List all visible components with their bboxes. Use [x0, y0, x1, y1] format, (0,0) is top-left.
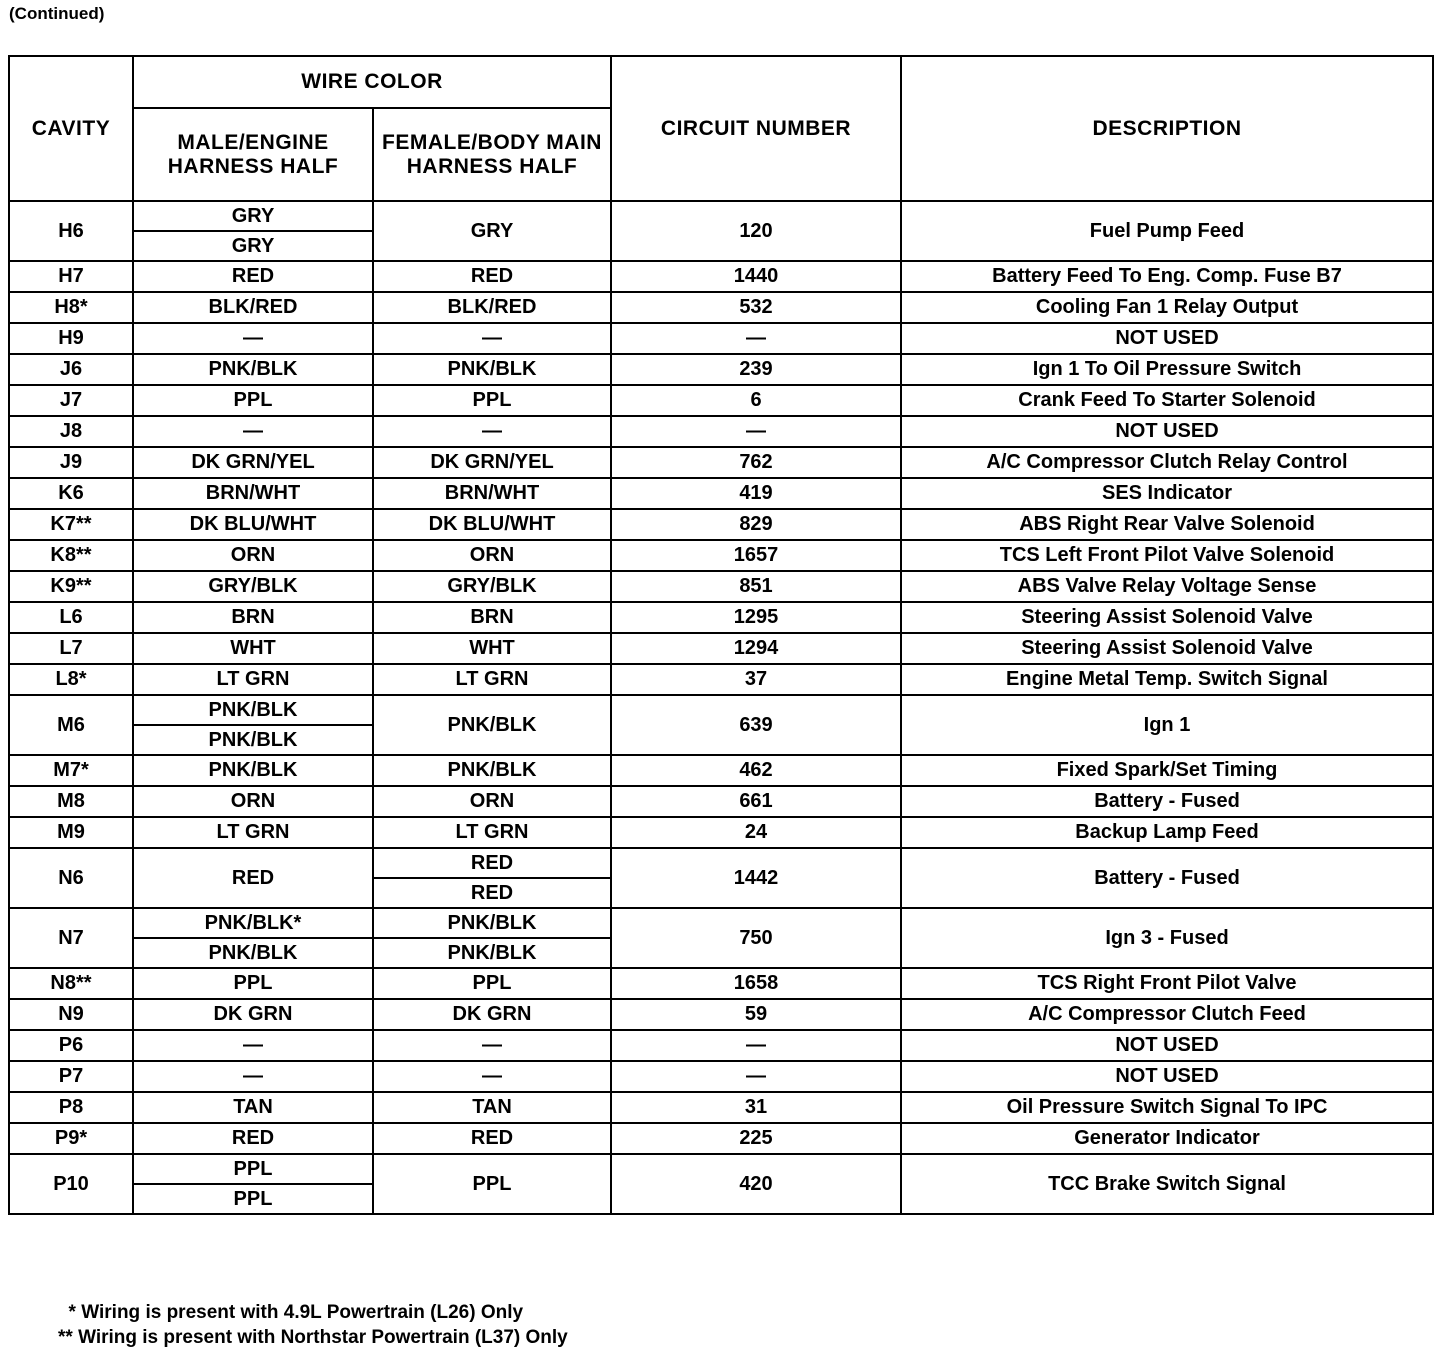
female-wire-cell: PPL [373, 968, 611, 999]
description-cell: Fixed Spark/Set Timing [901, 755, 1433, 786]
male-wire-cell: PNK/BLK [133, 354, 373, 385]
description-cell: NOT USED [901, 1030, 1433, 1061]
continued-label: (Continued) [9, 4, 105, 23]
circuit-number-cell: 661 [611, 786, 901, 817]
table-row [9, 755, 1433, 786]
header-circuit-number: CIRCUIT NUMBER [611, 56, 901, 201]
circuit-number-cell: 750 [611, 908, 901, 968]
female-wire-cell: BRN [373, 602, 611, 633]
male-wire-cell: LT GRN [133, 817, 373, 848]
table-row [9, 999, 1433, 1030]
description-cell: Generator Indicator [901, 1123, 1433, 1154]
female-wire-cell: ORN [373, 786, 611, 817]
description-cell: Oil Pressure Switch Signal To IPC [901, 1092, 1433, 1123]
female-wire-cell [373, 848, 611, 908]
table-row [9, 664, 1433, 695]
description-cell: TCC Brake Switch Signal [901, 1154, 1433, 1214]
female-wire-cell: PPL [373, 1154, 611, 1214]
male-wire-cell: TAN [133, 1092, 373, 1123]
cavity-cell: N9 [9, 999, 133, 1030]
header-description: DESCRIPTION [901, 56, 1433, 201]
description-cell: Fuel Pump Feed [901, 201, 1433, 261]
circuit-number-cell: — [611, 1030, 901, 1061]
table-row [9, 1061, 1433, 1092]
female-wire-cell: TAN [373, 1092, 611, 1123]
female-wire-cell: DK GRN/YEL [373, 447, 611, 478]
male-wire-cell [133, 1154, 373, 1214]
description-cell: Steering Assist Solenoid Valve [901, 602, 1433, 633]
cavity-cell: P9* [9, 1123, 133, 1154]
female-wire-cell [373, 908, 611, 968]
wiring-table [8, 55, 1434, 1215]
circuit-number-cell: 225 [611, 1123, 901, 1154]
circuit-number-cell: 1658 [611, 968, 901, 999]
male-wire-cell: ORN [133, 540, 373, 571]
cavity-cell: K7** [9, 509, 133, 540]
circuit-number-cell: 59 [611, 999, 901, 1030]
description-cell: Battery Feed To Eng. Comp. Fuse B7 [901, 261, 1433, 292]
cavity-cell: H7 [9, 261, 133, 292]
male-wire-cell: DK GRN/YEL [133, 447, 373, 478]
cavity-cell: N7 [9, 908, 133, 968]
description-cell: Backup Lamp Feed [901, 817, 1433, 848]
description-cell: NOT USED [901, 1061, 1433, 1092]
table-row [9, 478, 1433, 509]
table-row [9, 695, 1433, 755]
cavity-cell: J7 [9, 385, 133, 416]
circuit-number-cell: 1657 [611, 540, 901, 571]
circuit-number-cell: 851 [611, 571, 901, 602]
male-wire-cell: DK GRN [133, 999, 373, 1030]
male-wire-cell: GRY/BLK [133, 571, 373, 602]
header-female-body-harness: FEMALE/BODY MAIN HARNESS HALF [373, 108, 611, 201]
cavity-cell: J8 [9, 416, 133, 447]
cavity-cell: H8* [9, 292, 133, 323]
female-wire-cell: GRY [373, 201, 611, 261]
table-row [9, 786, 1433, 817]
table-row [9, 201, 1433, 261]
male-wire-cell: DK BLU/WHT [133, 509, 373, 540]
male-wire-cell: — [133, 1030, 373, 1061]
cavity-cell: P8 [9, 1092, 133, 1123]
female-wire-cell: PNK/BLK [373, 695, 611, 755]
male-wire-color: PNK/BLK [208, 941, 298, 964]
female-wire-cell: DK GRN [373, 999, 611, 1030]
cavity-cell: H6 [9, 201, 133, 261]
description-cell: Cooling Fan 1 Relay Output [901, 292, 1433, 323]
female-wire-cell: RED [373, 261, 611, 292]
circuit-number-cell: 762 [611, 447, 901, 478]
female-wire-cell: WHT [373, 633, 611, 664]
cavity-cell: P10 [9, 1154, 133, 1214]
male-wire-cell: LT GRN [133, 664, 373, 695]
female-wire-color: RED [374, 849, 610, 879]
table-row [9, 1154, 1433, 1214]
table-row [9, 261, 1433, 292]
circuit-number-cell: 419 [611, 478, 901, 509]
description-cell: Steering Assist Solenoid Valve [901, 633, 1433, 664]
description-cell: TCS Left Front Pilot Valve Solenoid [901, 540, 1433, 571]
male-wire-cell: BRN/WHT [133, 478, 373, 509]
header-male-engine-harness: MALE/ENGINE HARNESS HALF [133, 108, 373, 201]
female-wire-cell: GRY/BLK [373, 571, 611, 602]
female-wire-cell: DK BLU/WHT [373, 509, 611, 540]
female-wire-cell: — [373, 416, 611, 447]
circuit-number-cell: 462 [611, 755, 901, 786]
table-row [9, 323, 1433, 354]
circuit-number-cell: 6 [611, 385, 901, 416]
female-wire-color: PNK/BLK [447, 941, 537, 964]
cavity-cell: M6 [9, 695, 133, 755]
circuit-number-cell: 24 [611, 817, 901, 848]
description-cell: Crank Feed To Starter Solenoid [901, 385, 1433, 416]
table-row [9, 1123, 1433, 1154]
table-row [9, 817, 1433, 848]
cavity-cell: H9 [9, 323, 133, 354]
description-cell: Ign 1 [901, 695, 1433, 755]
male-wire-cell: — [133, 416, 373, 447]
female-wire-cell: LT GRN [373, 817, 611, 848]
footnote-single-star: * Wiring is present with 4.9L Powertrain (L26) Only [58, 1302, 524, 1323]
description-cell: Engine Metal Temp. Switch Signal [901, 664, 1433, 695]
description-cell: Battery - Fused [901, 786, 1433, 817]
cavity-cell: J6 [9, 354, 133, 385]
description-cell: ABS Right Rear Valve Solenoid [901, 509, 1433, 540]
cavity-cell: N6 [9, 848, 133, 908]
circuit-number-cell: 829 [611, 509, 901, 540]
male-wire-cell: RED [133, 261, 373, 292]
header-cavity: CAVITY [9, 56, 133, 201]
circuit-number-cell: 1442 [611, 848, 901, 908]
table-row [9, 1030, 1433, 1061]
male-wire-color: PPL [233, 1187, 273, 1210]
circuit-number-cell: 239 [611, 354, 901, 385]
description-cell: NOT USED [901, 323, 1433, 354]
female-wire-cell: PNK/BLK [373, 354, 611, 385]
male-wire-cell: RED [133, 1123, 373, 1154]
female-wire-cell: — [373, 1030, 611, 1061]
male-wire-color: PPL [134, 1155, 372, 1185]
female-wire-cell: PNK/BLK [373, 755, 611, 786]
male-wire-cell [133, 695, 373, 755]
male-wire-cell: PNK/BLK [133, 755, 373, 786]
description-cell: Ign 1 To Oil Pressure Switch [901, 354, 1433, 385]
female-wire-color: RED [470, 881, 514, 904]
cavity-cell: P6 [9, 1030, 133, 1061]
male-wire-color: PNK/BLK [134, 696, 372, 726]
cavity-cell: K8** [9, 540, 133, 571]
circuit-number-cell: — [611, 416, 901, 447]
description-cell: TCS Right Front Pilot Valve [901, 968, 1433, 999]
table-row [9, 385, 1433, 416]
circuit-number-cell: 420 [611, 1154, 901, 1214]
female-wire-cell: — [373, 323, 611, 354]
male-wire-cell: BLK/RED [133, 292, 373, 323]
circuit-number-cell: 1440 [611, 261, 901, 292]
cavity-cell: L7 [9, 633, 133, 664]
description-cell: NOT USED [901, 416, 1433, 447]
table-row [9, 848, 1433, 908]
table-row [9, 571, 1433, 602]
circuit-number-cell: 1295 [611, 602, 901, 633]
male-wire-color: GRY [134, 202, 372, 232]
male-wire-cell: PPL [133, 385, 373, 416]
table-row [9, 354, 1433, 385]
cavity-cell: P7 [9, 1061, 133, 1092]
male-wire-cell: RED [133, 848, 373, 908]
table-row [9, 509, 1433, 540]
female-wire-cell: PPL [373, 385, 611, 416]
table-row [9, 416, 1433, 447]
cavity-cell: L8* [9, 664, 133, 695]
cavity-cell: M7* [9, 755, 133, 786]
footnote-double-star: ** Wiring is present with Northstar Powertrain (L37) Only [58, 1327, 568, 1348]
header-wire-color: WIRE COLOR [133, 56, 611, 108]
description-cell: A/C Compressor Clutch Feed [901, 999, 1433, 1030]
circuit-number-cell: 31 [611, 1092, 901, 1123]
description-cell: Battery - Fused [901, 848, 1433, 908]
female-wire-cell: BRN/WHT [373, 478, 611, 509]
description-cell: ABS Valve Relay Voltage Sense [901, 571, 1433, 602]
female-wire-cell: BLK/RED [373, 292, 611, 323]
circuit-number-cell: 532 [611, 292, 901, 323]
female-wire-cell: — [373, 1061, 611, 1092]
male-wire-cell: ORN [133, 786, 373, 817]
male-wire-cell: WHT [133, 633, 373, 664]
male-wire-color: PNK/BLK* [134, 909, 372, 939]
male-wire-cell [133, 908, 373, 968]
circuit-number-cell: 120 [611, 201, 901, 261]
circuit-number-cell: 639 [611, 695, 901, 755]
circuit-number-cell: 37 [611, 664, 901, 695]
female-wire-cell: LT GRN [373, 664, 611, 695]
table-row [9, 633, 1433, 664]
table-row [9, 968, 1433, 999]
female-wire-cell: ORN [373, 540, 611, 571]
table-row [9, 602, 1433, 633]
male-wire-cell: BRN [133, 602, 373, 633]
male-wire-cell: — [133, 1061, 373, 1092]
male-wire-cell: — [133, 323, 373, 354]
cavity-cell: M9 [9, 817, 133, 848]
table-row [9, 1092, 1433, 1123]
circuit-number-cell: — [611, 323, 901, 354]
female-wire-color: PNK/BLK [374, 909, 610, 939]
table-row [9, 292, 1433, 323]
male-wire-color: PNK/BLK [208, 728, 298, 751]
table-row [9, 447, 1433, 478]
male-wire-cell: PPL [133, 968, 373, 999]
male-wire-color: GRY [231, 234, 275, 257]
female-wire-cell: RED [373, 1123, 611, 1154]
cavity-cell: J9 [9, 447, 133, 478]
description-cell: SES Indicator [901, 478, 1433, 509]
footnotes [58, 1300, 568, 1350]
cavity-cell: M8 [9, 786, 133, 817]
circuit-number-cell: — [611, 1061, 901, 1092]
description-cell: A/C Compressor Clutch Relay Control [901, 447, 1433, 478]
cavity-cell: K6 [9, 478, 133, 509]
male-wire-cell [133, 201, 373, 261]
table-row [9, 908, 1433, 968]
table-row [9, 540, 1433, 571]
cavity-cell: L6 [9, 602, 133, 633]
table-body [9, 201, 1433, 1214]
cavity-cell: N8** [9, 968, 133, 999]
circuit-number-cell: 1294 [611, 633, 901, 664]
cavity-cell: K9** [9, 571, 133, 602]
description-cell: Ign 3 - Fused [901, 908, 1433, 968]
